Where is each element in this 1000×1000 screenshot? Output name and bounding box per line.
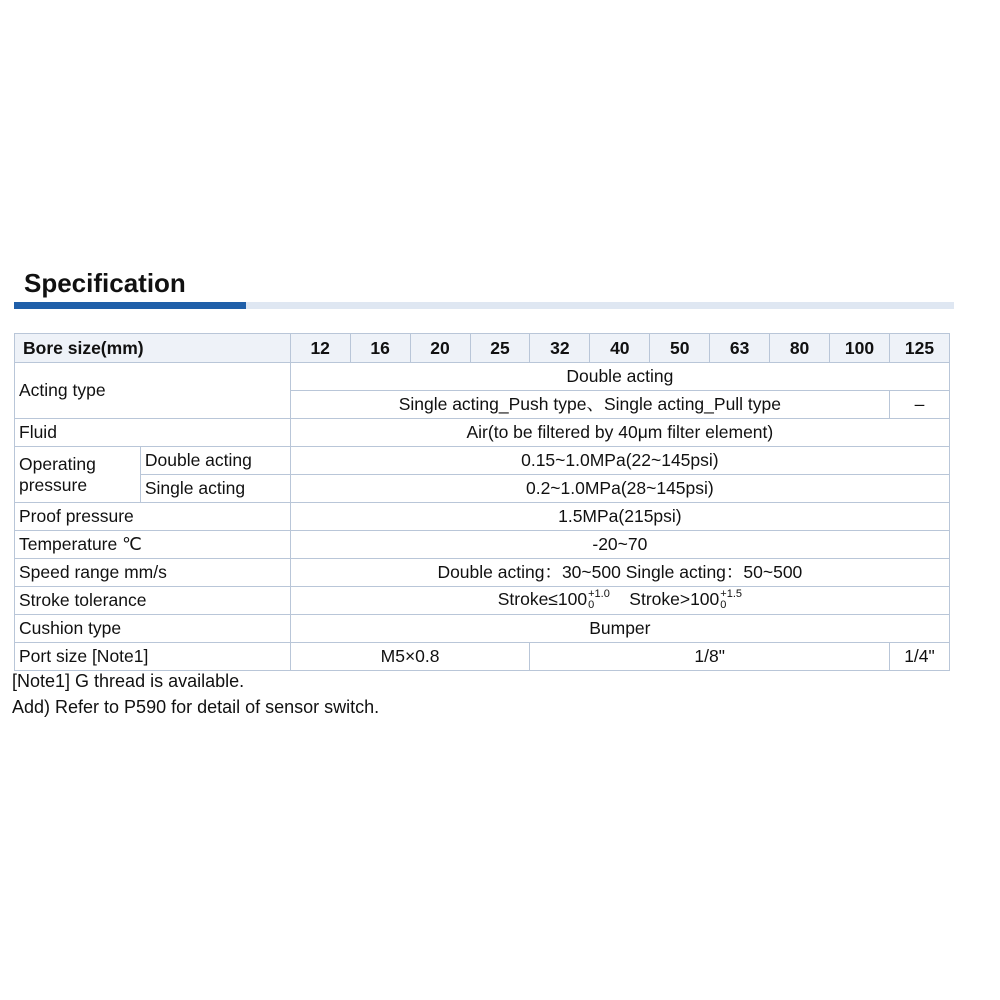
fluid-label: Fluid bbox=[15, 419, 291, 447]
stroke-tolerance-label: Stroke tolerance bbox=[15, 587, 291, 615]
speed-range-label: Speed range mm/s bbox=[15, 559, 291, 587]
operating-pressure-label bbox=[15, 447, 141, 503]
title-underline-rule bbox=[14, 302, 954, 309]
stroke-tolerance-a-fraction bbox=[588, 589, 610, 611]
table-row-temperature bbox=[15, 531, 950, 559]
table-row-operating-pressure-single bbox=[15, 475, 950, 503]
operating-pressure-single-label: Single acting bbox=[140, 475, 290, 503]
temperature-value: -20~70 bbox=[290, 531, 949, 559]
operating-pressure-double-label: Double acting bbox=[140, 447, 290, 475]
note-1: [Note1] G thread is available. bbox=[12, 671, 245, 691]
port-size-label: Port size [Note1] bbox=[15, 643, 291, 671]
section-title-block bbox=[14, 268, 954, 309]
operating-pressure-single-value: 0.2~1.0MPa(28~145psi) bbox=[290, 475, 949, 503]
port-size-value-eighth: 1/8" bbox=[530, 643, 890, 671]
port-size-value-quarter: 1/4" bbox=[889, 643, 949, 671]
operating-pressure-double-value: 0.15~1.0MPa(22~145psi) bbox=[290, 447, 949, 475]
cushion-type-value: Bumper bbox=[290, 615, 949, 643]
bore-size-cell: 80 bbox=[770, 334, 830, 363]
stroke-tolerance-a-lower: 0 bbox=[588, 598, 595, 611]
notes-block bbox=[12, 668, 379, 720]
stroke-tolerance-b-fraction bbox=[720, 589, 742, 611]
speed-range-value: Double acting：30~500 Single acting：50~500 bbox=[290, 559, 949, 587]
bore-size-cell: 63 bbox=[710, 334, 770, 363]
bore-size-cell: 25 bbox=[470, 334, 530, 363]
bore-size-cell: 40 bbox=[590, 334, 650, 363]
table-header-row bbox=[15, 334, 950, 363]
table-row-cushion-type bbox=[15, 615, 950, 643]
table-row-operating-pressure-double bbox=[15, 447, 950, 475]
bore-size-cell: 16 bbox=[350, 334, 410, 363]
stroke-tolerance-a-upper: +1.0 bbox=[588, 587, 610, 600]
fluid-value: Air(to be filtered by 40μm filter element) bbox=[290, 419, 949, 447]
table-row-fluid bbox=[15, 419, 950, 447]
stroke-tolerance-b-lower: 0 bbox=[720, 598, 727, 611]
specification-table bbox=[14, 333, 950, 671]
stroke-tolerance-b-text: Stroke>100 bbox=[629, 589, 720, 610]
port-size-value-m5: M5×0.8 bbox=[290, 643, 530, 671]
acting-type-double-value: Double acting bbox=[290, 363, 949, 391]
table-row-speed-range bbox=[15, 559, 950, 587]
proof-pressure-value: 1.5MPa(215psi) bbox=[290, 503, 949, 531]
operating-pressure-label-line1: Operating bbox=[19, 454, 96, 475]
bore-size-cell: 50 bbox=[650, 334, 710, 363]
bore-size-cell: 20 bbox=[410, 334, 470, 363]
table-row-port-size bbox=[15, 643, 950, 671]
bore-size-cell: 32 bbox=[530, 334, 590, 363]
bore-size-cell: 100 bbox=[830, 334, 890, 363]
stroke-tolerance-b-upper: +1.5 bbox=[720, 587, 742, 600]
bore-size-label: Bore size(mm) bbox=[15, 334, 291, 363]
page-title: Specification bbox=[24, 268, 186, 298]
bore-size-cell: 125 bbox=[889, 334, 949, 363]
table-row-proof-pressure bbox=[15, 503, 950, 531]
acting-type-label: Acting type bbox=[15, 363, 291, 419]
operating-pressure-label-line2: pressure bbox=[19, 474, 88, 495]
acting-type-single-na: – bbox=[889, 391, 949, 419]
acting-type-single-value: Single acting_Push type、Single acting_Pull type bbox=[290, 391, 889, 419]
table-row-stroke-tolerance bbox=[15, 587, 950, 615]
stroke-tolerance-value bbox=[290, 587, 949, 615]
note-2: Add) Refer to P590 for detail of sensor switch. bbox=[12, 697, 380, 717]
proof-pressure-label: Proof pressure bbox=[15, 503, 291, 531]
temperature-label: Temperature ℃ bbox=[15, 531, 291, 559]
cushion-type-label: Cushion type bbox=[15, 615, 291, 643]
bore-size-cell: 12 bbox=[290, 334, 350, 363]
table-row-acting-type-double bbox=[15, 363, 950, 391]
stroke-tolerance-a-text: Stroke≤100 bbox=[497, 589, 588, 610]
